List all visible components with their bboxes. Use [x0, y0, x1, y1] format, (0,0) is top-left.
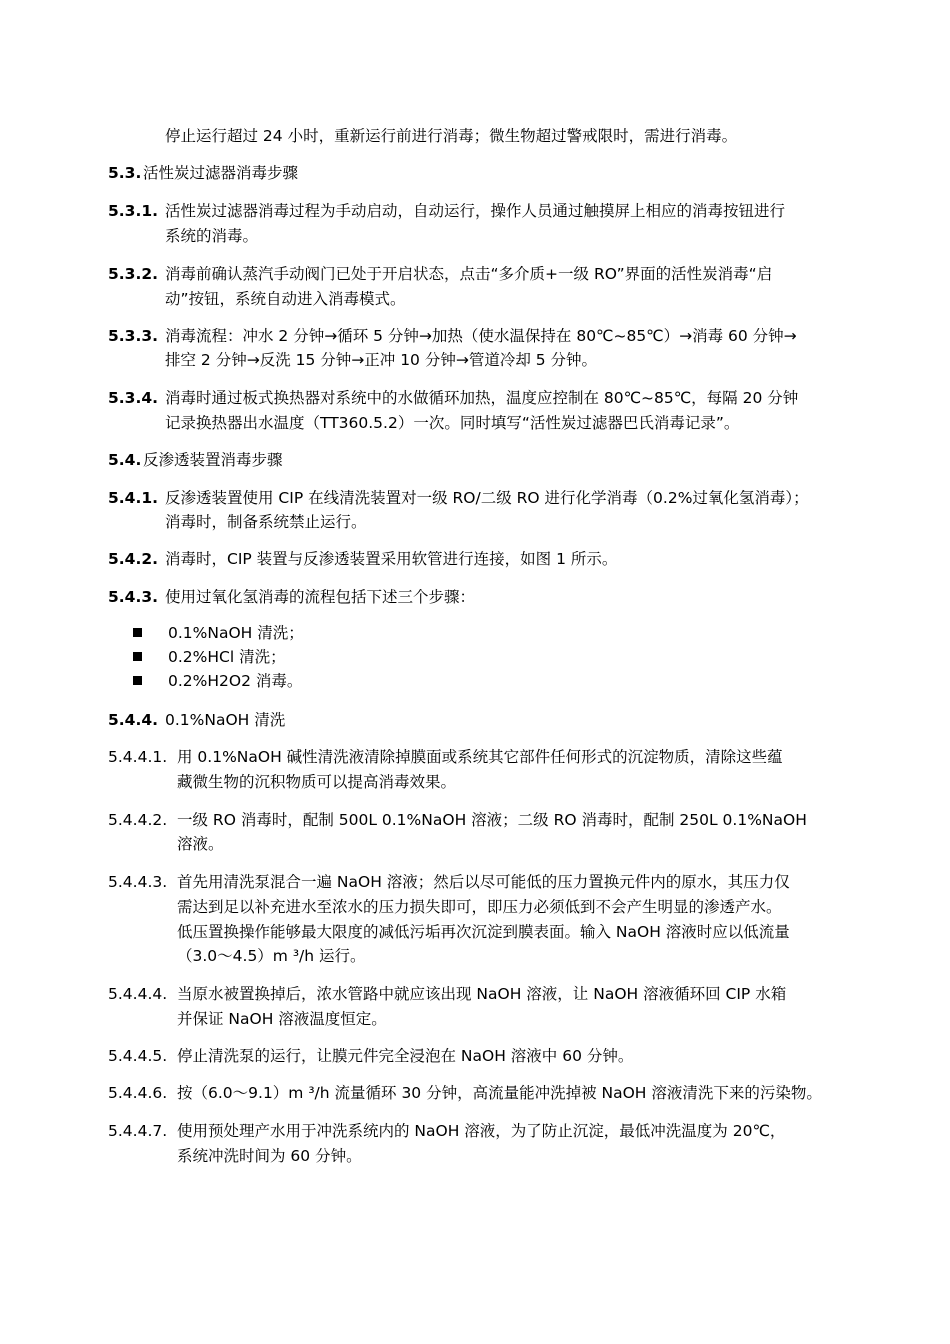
clause-5-4-4-1-line-2: 藏微生物的沉积物质可以提高消毒效果。: [177, 773, 457, 791]
clause-5-4-4-1-line-1: 用 0.1%NaOH 碱性清洗液清除掉膜面或系统其它部件任何形式的沉淀物质，清除这些蕴: [177, 748, 783, 766]
clause-5-4-4-5-number: 5.4.4.5.: [108, 1047, 168, 1065]
clause-5-4-2-number: 5.4.2.: [108, 550, 159, 568]
bullet-item-hcl: 0.2%HCl 清洗；: [168, 648, 286, 666]
clause-5-4-4-1-number: 5.4.4.1.: [108, 748, 168, 766]
clause-5-3-3-line-2: 排空 2 分钟→反洗 15 分钟→正冲 10 分钟→管道冷却 5 分钟。: [165, 351, 598, 369]
clause-5-3-2-line-1: 消毒前确认蒸汽手动阀门已处于开启状态，点击“多介质+一级 RO”界面的活性炭消毒“启: [165, 265, 773, 283]
section-5-3-title: 活性炭过滤器消毒步骤: [143, 164, 299, 182]
clause-5-4-3-line-1: 使用过氧化氢消毒的流程包括下述三个步骤：: [165, 588, 476, 606]
clause-5-4-4-3-number: 5.4.4.3.: [108, 873, 168, 891]
clause-5-3-4-number: 5.3.4.: [108, 389, 159, 407]
clause-5-4-4-4-line-2: 并保证 NaOH 溶液温度恒定。: [177, 1010, 387, 1028]
bullet-square-icon: [133, 676, 142, 685]
clause-5-4-3-number: 5.4.3.: [108, 588, 159, 606]
clause-5-4-4-3-line-3: 低压置换操作能够最大限度的减低污垢再次沉淀到膜表面。输入 NaOH 溶液时应以低流量: [177, 923, 790, 941]
clause-5-3-1-number: 5.3.1.: [108, 202, 159, 220]
clause-5-3-3-number: 5.3.3.: [108, 327, 159, 345]
clause-5-3-2-number: 5.3.2.: [108, 265, 159, 283]
clause-5-3-2-line-2: 动”按钮，系统自动进入消毒模式。: [165, 290, 406, 308]
clause-5-4-4-5-line-1: 停止清洗泵的运行，让膜元件完全浸泡在 NaOH 溶液中 60 分钟。: [177, 1047, 634, 1065]
clause-5-4-1-line-1: 反渗透装置使用 CIP 在线清洗装置对一级 RO/二级 RO 进行化学消毒（0.2%过氧化氢消毒）；: [165, 489, 809, 507]
clause-5-4-4-3-line-2: 需达到足以补充进水至浓水的压力损失即可，即压力必须低到不会产生明显的渗透产水。: [177, 898, 782, 916]
clause-5-4-1-number: 5.4.1.: [108, 489, 159, 507]
clause-5-4-4-3-line-4: （3.0～4.5）m ³/h 运行。: [177, 947, 366, 965]
section-5-3-number: 5.3.: [108, 164, 142, 182]
clause-5-4-2-line-1: 消毒时，CIP 装置与反渗透装置采用软管进行连接，如图 1 所示。: [165, 550, 618, 568]
clause-5-4-4-3-line-1: 首先用清洗泵混合一遍 NaOH 溶液；然后以尽可能低的压力置换元件内的原水，其压力仅: [177, 873, 790, 891]
intro-line: 停止运行超过 24 小时，重新运行前进行消毒；微生物超过警戒限时，需进行消毒。: [165, 127, 738, 145]
clause-5-4-4-7-line-2: 系统冲洗时间为 60 分钟。: [177, 1147, 362, 1165]
clause-5-4-4-6-line-1: 按（6.0～9.1）m ³/h 流量循环 30 分钟，高流量能冲洗掉被 NaOH 溶液清洗下来的污染物。: [177, 1084, 822, 1102]
section-5-4-4-number: 5.4.4.: [108, 711, 159, 729]
bullet-square-icon: [133, 652, 142, 661]
section-5-4-4-title: 0.1%NaOH 清洗: [165, 711, 286, 729]
section-5-4-title: 反渗透装置消毒步骤: [143, 451, 283, 469]
clause-5-4-4-2-line-1: 一级 RO 消毒时，配制 500L 0.1%NaOH 溶液；二级 RO 消毒时，配制 250L 0.1%NaOH: [177, 811, 807, 829]
clause-5-4-4-6-number: 5.4.4.6.: [108, 1084, 168, 1102]
clause-5-4-4-7-number: 5.4.4.7.: [108, 1122, 168, 1140]
section-5-4-number: 5.4.: [108, 451, 142, 469]
bullet-item-h2o2: 0.2%H2O2 消毒。: [168, 672, 303, 690]
clause-5-3-1-line-2: 系统的消毒。: [165, 227, 259, 245]
clause-5-3-4-line-1: 消毒时通过板式换热器对系统中的水做循环加热，温度应控制在 80℃~85℃，每隔 20 分钟: [165, 389, 799, 407]
clause-5-3-3-line-1: 消毒流程：冲水 2 分钟→循环 5 分钟→加热（使水温保持在 80℃~85℃）→消毒 60 分钟→: [165, 327, 797, 345]
clause-5-3-4-line-2: 记录换热器出水温度（TT360.5.2）一次。同时填写“活性炭过滤器巴氏消毒记录”。: [165, 414, 740, 432]
bullet-square-icon: [133, 628, 142, 637]
clause-5-4-4-7-line-1: 使用预处理产水用于冲洗系统内的 NaOH 溶液，为了防止沉淀，最低冲洗温度为 20℃，: [177, 1122, 786, 1140]
clause-5-4-1-line-2: 消毒时，制备系统禁止运行。: [165, 513, 367, 531]
clause-5-4-4-4-line-1: 当原水被置换掉后，浓水管路中就应该出现 NaOH 溶液，让 NaOH 溶液循环回 CIP 水箱: [177, 985, 787, 1003]
bullet-item-naoh: 0.1%NaOH 清洗；: [168, 624, 304, 642]
clause-5-4-4-4-number: 5.4.4.4.: [108, 985, 168, 1003]
clause-5-4-4-2-line-2: 溶液。: [177, 835, 224, 853]
clause-5-4-4-2-number: 5.4.4.2.: [108, 811, 168, 829]
clause-5-3-1-line-1: 活性炭过滤器消毒过程为手动启动，自动运行，操作人员通过触摸屏上相应的消毒按钮进行: [165, 202, 786, 220]
